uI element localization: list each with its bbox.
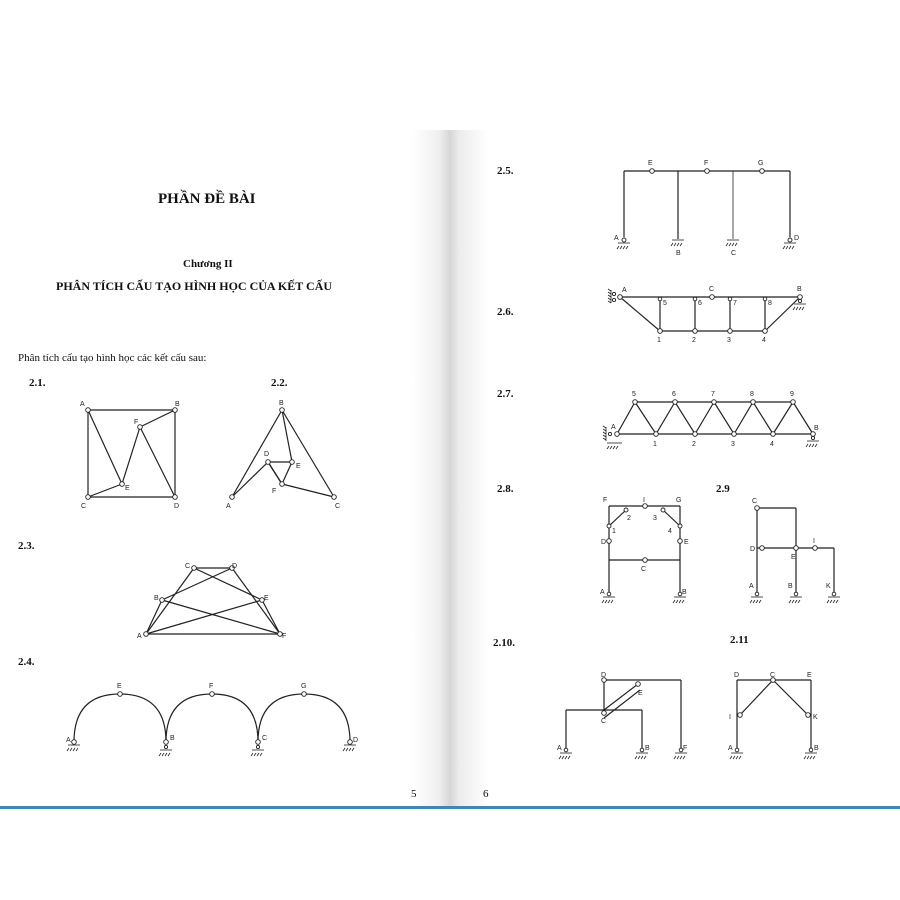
- node-label: C: [81, 503, 87, 510]
- node-label: C: [262, 735, 268, 742]
- node-label: K: [826, 583, 831, 590]
- node-label: 3: [731, 441, 735, 448]
- node-label: 5: [632, 391, 636, 398]
- node-label: 4: [668, 528, 672, 535]
- chapter-title: PHÂN TÍCH CẤU TẠO HÌNH HỌC CỦA KẾT CẤU: [56, 279, 333, 293]
- node-label: A: [614, 235, 619, 242]
- node-label: B: [682, 589, 687, 596]
- page-number-left: 5: [411, 788, 417, 800]
- node-label: F: [603, 497, 608, 504]
- node-label: A: [557, 745, 562, 752]
- part-title: PHẦN ĐỀ BÀI: [158, 191, 256, 207]
- node-label: 2: [627, 515, 631, 522]
- node-label: G: [676, 497, 682, 504]
- node-label: C: [335, 503, 341, 510]
- node-label: I: [729, 714, 731, 721]
- node-label: G: [758, 160, 764, 167]
- node-label: E: [791, 554, 796, 561]
- page-number-right: 6: [483, 788, 489, 800]
- problem-label-2-9: 2.9: [716, 483, 730, 495]
- node-label: E: [684, 539, 689, 546]
- node-label: C: [185, 563, 191, 570]
- node-label: C: [752, 498, 758, 505]
- node-label: 3: [727, 337, 731, 344]
- node-label: B: [788, 583, 793, 590]
- node-label: F: [134, 419, 139, 426]
- node-label: A: [66, 737, 71, 744]
- node-label: C: [601, 718, 607, 725]
- problem-label-2-6: 2.6.: [497, 306, 514, 318]
- node-label: K: [813, 714, 818, 721]
- node-label: E: [264, 595, 269, 602]
- node-label: D: [794, 235, 800, 242]
- chapter-number: Chương II: [183, 258, 233, 270]
- node-label: 3: [653, 515, 657, 522]
- problem-label-2-7: 2.7.: [497, 388, 514, 400]
- node-label: 8: [750, 391, 754, 398]
- node-label: D: [750, 546, 756, 553]
- node-label: E: [296, 463, 301, 470]
- node-label: 8: [768, 300, 772, 307]
- node-label: F: [282, 633, 287, 640]
- node-label: D: [601, 672, 607, 679]
- node-label: C: [770, 672, 776, 679]
- node-label: I: [643, 497, 645, 504]
- problem-label-2-3: 2.3.: [18, 540, 35, 552]
- node-label: B: [797, 286, 802, 293]
- node-label: F: [704, 160, 709, 167]
- node-label: A: [226, 503, 231, 510]
- node-label: 1: [657, 337, 661, 344]
- node-label: B: [175, 401, 180, 408]
- node-label: D: [734, 672, 740, 679]
- node-label: A: [728, 745, 733, 752]
- node-label: 2: [692, 441, 696, 448]
- node-label: F: [209, 683, 214, 690]
- node-label: C: [731, 250, 737, 257]
- node-label: F: [683, 745, 688, 752]
- node-label: E: [648, 160, 653, 167]
- node-label: D: [174, 503, 180, 510]
- problem-label-2-10: 2.10.: [493, 637, 515, 649]
- problem-label-2-8: 2.8.: [497, 483, 514, 495]
- node-label: B: [154, 595, 159, 602]
- node-label: D: [601, 539, 607, 546]
- node-label: B: [279, 400, 284, 407]
- node-label: C: [709, 286, 715, 293]
- node-label: 2: [692, 337, 696, 344]
- node-label: E: [117, 683, 122, 690]
- node-label: 6: [698, 300, 702, 307]
- node-label: A: [622, 287, 627, 294]
- node-label: 1: [653, 441, 657, 448]
- node-label: B: [645, 745, 650, 752]
- problem-label-2-2: 2.2.: [271, 377, 288, 389]
- node-label: A: [80, 401, 85, 408]
- node-label: E: [125, 485, 130, 492]
- node-label: B: [170, 735, 175, 742]
- node-label: F: [272, 488, 277, 495]
- node-label: 6: [672, 391, 676, 398]
- node-label: B: [814, 745, 819, 752]
- node-label: 4: [762, 337, 766, 344]
- node-label: 7: [733, 300, 737, 307]
- instruction-text: Phân tích cấu tạo hình học các kết cấu sau:: [18, 352, 207, 364]
- node-label: A: [137, 633, 142, 640]
- node-label: C: [641, 566, 647, 573]
- node-label: 5: [663, 300, 667, 307]
- node-label: B: [676, 250, 681, 257]
- problem-label-2-1: 2.1.: [29, 377, 46, 389]
- node-label: E: [638, 690, 643, 697]
- node-label: 1: [612, 528, 616, 535]
- node-label: 9: [790, 391, 794, 398]
- node-label: D: [353, 737, 359, 744]
- node-label: G: [301, 683, 307, 690]
- problem-label-2-4: 2.4.: [18, 656, 35, 668]
- problem-label-2-11: 2.11: [730, 634, 749, 646]
- node-label: D: [232, 563, 238, 570]
- node-label: B: [814, 425, 819, 432]
- problem-label-2-5: 2.5.: [497, 165, 514, 177]
- node-label: D: [264, 451, 270, 458]
- node-label: A: [749, 583, 754, 590]
- node-label: 4: [770, 441, 774, 448]
- node-label: 7: [711, 391, 715, 398]
- node-label: E: [807, 672, 812, 679]
- node-label: A: [611, 424, 616, 431]
- node-label: A: [600, 589, 605, 596]
- node-label: I: [813, 538, 815, 545]
